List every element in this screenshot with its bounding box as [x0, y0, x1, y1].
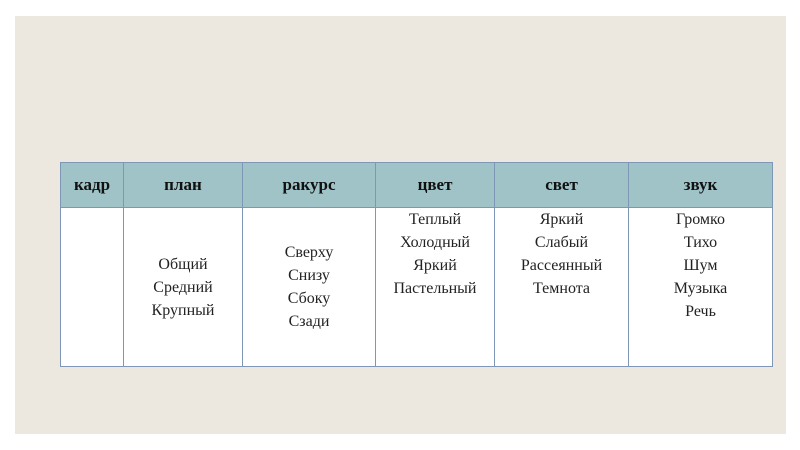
list-item: Музыка	[673, 280, 728, 297]
table-body-row	[61, 208, 773, 367]
table-header-row	[61, 163, 773, 208]
header-plan: план	[124, 163, 243, 208]
cell-zvuk	[629, 208, 773, 367]
film-elements-table	[60, 162, 773, 367]
list-item: Громко	[675, 211, 726, 228]
cell-tsvet	[376, 208, 495, 367]
header-svet: свет	[495, 163, 629, 208]
list-item: Сверху	[284, 244, 334, 261]
list-item: Пастельный	[393, 280, 477, 297]
list-item: Общий	[158, 255, 208, 273]
cell-svet	[495, 208, 629, 367]
list-item: Холодный	[400, 234, 470, 251]
list-item: Рассеянный	[520, 257, 603, 274]
list-item: Снизу	[288, 267, 330, 284]
header-kadr: кадр	[61, 163, 124, 208]
list-item: Средний	[153, 278, 213, 296]
list-item: Теплый	[408, 211, 462, 228]
list-item: Слабый	[534, 234, 589, 251]
list-item: Сбоку	[287, 290, 331, 307]
list-item: Шум	[683, 257, 718, 274]
list-item: Темнота	[532, 280, 591, 297]
list-item: Тихо	[683, 234, 718, 251]
cell-plan	[124, 208, 243, 367]
list-item: Яркий	[413, 257, 457, 274]
list-item: Сзади	[288, 313, 330, 330]
list-item: Речь	[685, 303, 716, 320]
list-item: Крупный	[151, 301, 215, 319]
list-item: Яркий	[539, 211, 584, 228]
cell-rakurs	[243, 208, 376, 367]
header-tsvet: цвет	[376, 163, 495, 208]
header-rakurs: ракурс	[243, 163, 376, 208]
slide-background	[15, 16, 786, 434]
cell-kadr	[61, 208, 124, 367]
header-zvuk: звук	[629, 163, 773, 208]
